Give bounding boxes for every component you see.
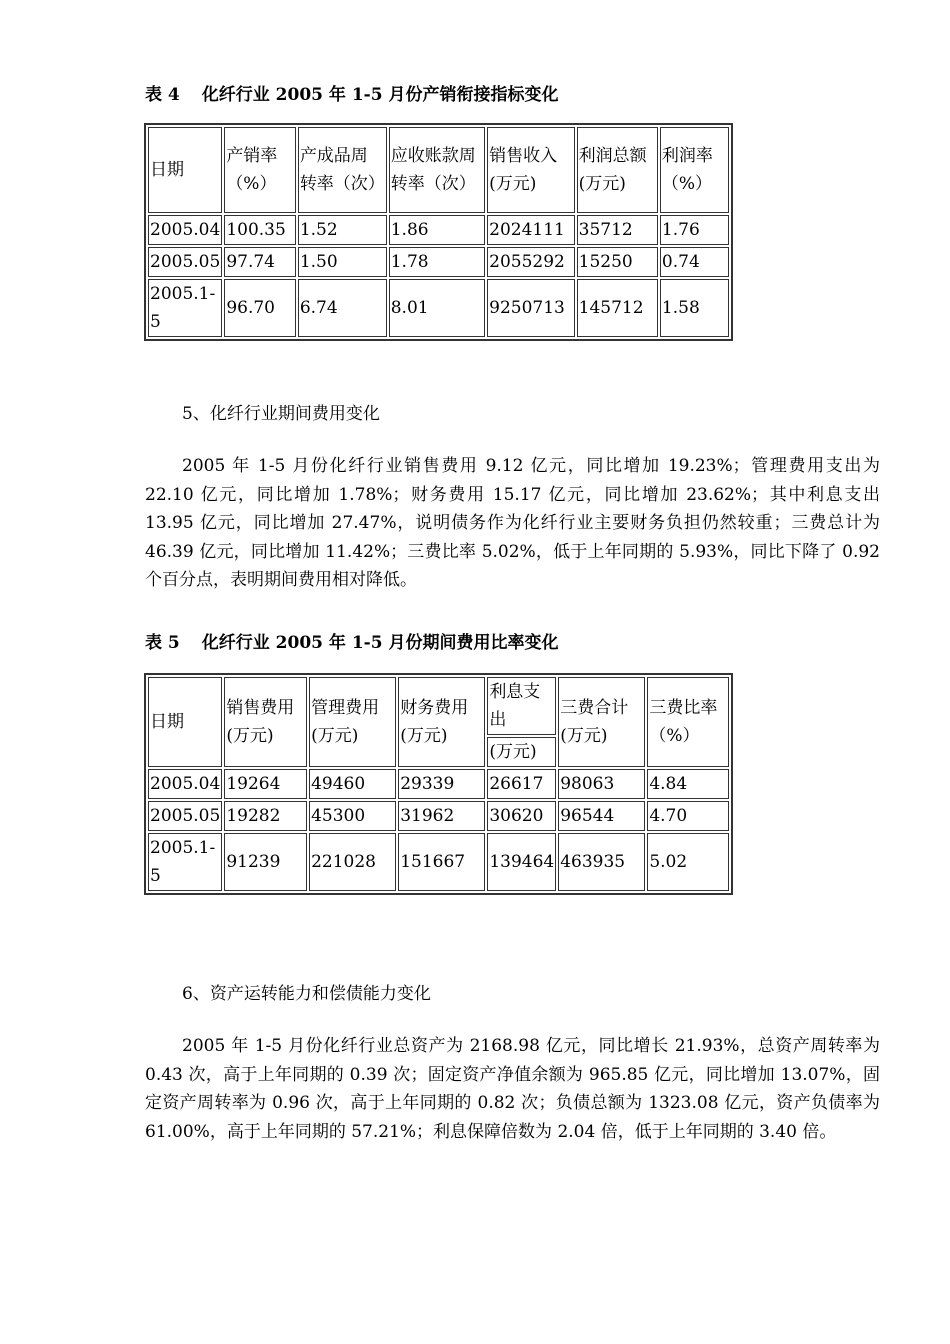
table4-title: 化纤行业 2005 年 1-5 月份产销衔接指标变化 (201, 85, 559, 105)
table5-header-cell: 财务费用(万元) (398, 677, 485, 767)
table-row (148, 215, 729, 245)
table-cell: 2055292 (487, 247, 575, 277)
table-row (148, 769, 729, 799)
table4 (144, 123, 733, 341)
table-cell: 98063 (558, 769, 645, 799)
table-cell: 2005.04 (148, 769, 222, 799)
table4-header-cell: 产销率（%） (224, 127, 296, 213)
table-cell: 4.84 (647, 769, 729, 799)
table5-label: 表 5 (145, 633, 180, 653)
table4-header-cell: 产成品周转率（次） (298, 127, 387, 213)
table-cell: 1.86 (389, 215, 485, 245)
table4-header-row (148, 127, 729, 213)
table-cell: 8.01 (389, 279, 485, 337)
table4-header-cell: 利润率（%） (660, 127, 729, 213)
table-cell: 9250713 (487, 279, 575, 337)
section6-heading: 6、资产运转能力和偿债能力变化 (182, 984, 431, 1004)
table4-caption (145, 80, 558, 105)
table-cell: 19282 (224, 801, 307, 831)
table-cell: 29339 (398, 769, 485, 799)
table-cell: 0.74 (660, 247, 729, 277)
table-cell: 151667 (398, 833, 485, 891)
table-cell: 31962 (398, 801, 485, 831)
table-cell: 2005.05 (148, 801, 222, 831)
table5-title: 化纤行业 2005 年 1-5 月份期间费用比率变化 (201, 633, 559, 653)
table5-header-cell: 销售费用(万元) (224, 677, 307, 767)
table-cell: 26617 (487, 769, 556, 799)
table-cell: 1.50 (298, 247, 387, 277)
table4-header-cell: 应收账款周转率（次） (389, 127, 485, 213)
table5-header-cell-interest: 利息支出 (487, 677, 556, 735)
table-cell: 35712 (577, 215, 658, 245)
table-cell: 4.70 (647, 801, 729, 831)
table-cell: 221028 (309, 833, 396, 891)
table5-caption (145, 628, 558, 653)
table-cell: 2005.1-5 (148, 833, 222, 891)
table5-header-cell-interest-unit: (万元) (487, 737, 556, 767)
table-cell: 1.58 (660, 279, 729, 337)
table5-header-row (148, 677, 729, 735)
table-cell: 1.78 (389, 247, 485, 277)
table-cell: 91239 (224, 833, 307, 891)
table-cell: 100.35 (224, 215, 296, 245)
table-cell: 2024111 (487, 215, 575, 245)
table-cell: 463935 (558, 833, 645, 891)
section5-heading: 5、化纤行业期间费用变化 (182, 404, 380, 424)
table5-header-cell: 三费比率（%） (647, 677, 729, 767)
table-cell: 96.70 (224, 279, 296, 337)
table-cell: 19264 (224, 769, 307, 799)
table4-header-cell: 利润总额(万元) (577, 127, 658, 213)
table-row (148, 833, 729, 891)
section6-paragraph: 2005 年 1-5 月份化纤行业总资产为 2168.98 亿元，同比增长 21.93%，总资产周转率为 0.43 次，高于上年同期的 0.39 次；固定资产净值余额为 965.85 亿元，同比增加 13.07%，固定资产周转率为 0.96 次，高于上年同期的 0.82 次；负债总额为 1323.08 亿元，资产负债率为 61.00%，高于上年同期的 57.21%；利息保障倍数为 2.04 倍，低于上年同期的 3.40 倍。 (145, 1036, 880, 1142)
table5-header-cell: 三费合计(万元) (558, 677, 645, 767)
table-cell: 5.02 (647, 833, 729, 891)
table4-header-cell: 销售收入(万元) (487, 127, 575, 213)
table5 (144, 673, 733, 895)
table-cell: 45300 (309, 801, 396, 831)
table-cell: 2005.04 (148, 215, 222, 245)
table-cell: 96544 (558, 801, 645, 831)
table-cell: 6.74 (298, 279, 387, 337)
table-cell: 97.74 (224, 247, 296, 277)
table-cell: 49460 (309, 769, 396, 799)
table4-label: 表 4 (145, 85, 180, 105)
table-cell: 30620 (487, 801, 556, 831)
table-cell: 139464 (487, 833, 556, 891)
table-cell: 2005.1-5 (148, 279, 222, 337)
table5-header-cell: 管理费用(万元) (309, 677, 396, 767)
table-cell: 2005.05 (148, 247, 222, 277)
table4-header-cell: 日期 (148, 127, 222, 213)
table-cell: 145712 (577, 279, 658, 337)
table-cell: 1.76 (660, 215, 729, 245)
section5-paragraph: 2005 年 1-5 月份化纤行业销售费用 9.12 亿元，同比增加 19.23%；管理费用支出为 22.10 亿元，同比增加 1.78%；财务费用 15.17 亿元，同比增加 23.62%；其中利息支出 13.95 亿元，同比增加 27.47%，说明债务作为化纤行业主要财务负担仍然较重；三费总计为 46.39 亿元，同比增加 11.42%；三费比率 5.02%，低于上年同期的 5.93%，同比下降了 0.92 个百分点，表明期间费用相对降低。 (145, 456, 880, 591)
table-cell: 15250 (577, 247, 658, 277)
table5-header-cell: 日期 (148, 677, 222, 767)
table-cell: 1.52 (298, 215, 387, 245)
table-row (148, 279, 729, 337)
table-row (148, 247, 729, 277)
table-row (148, 801, 729, 831)
